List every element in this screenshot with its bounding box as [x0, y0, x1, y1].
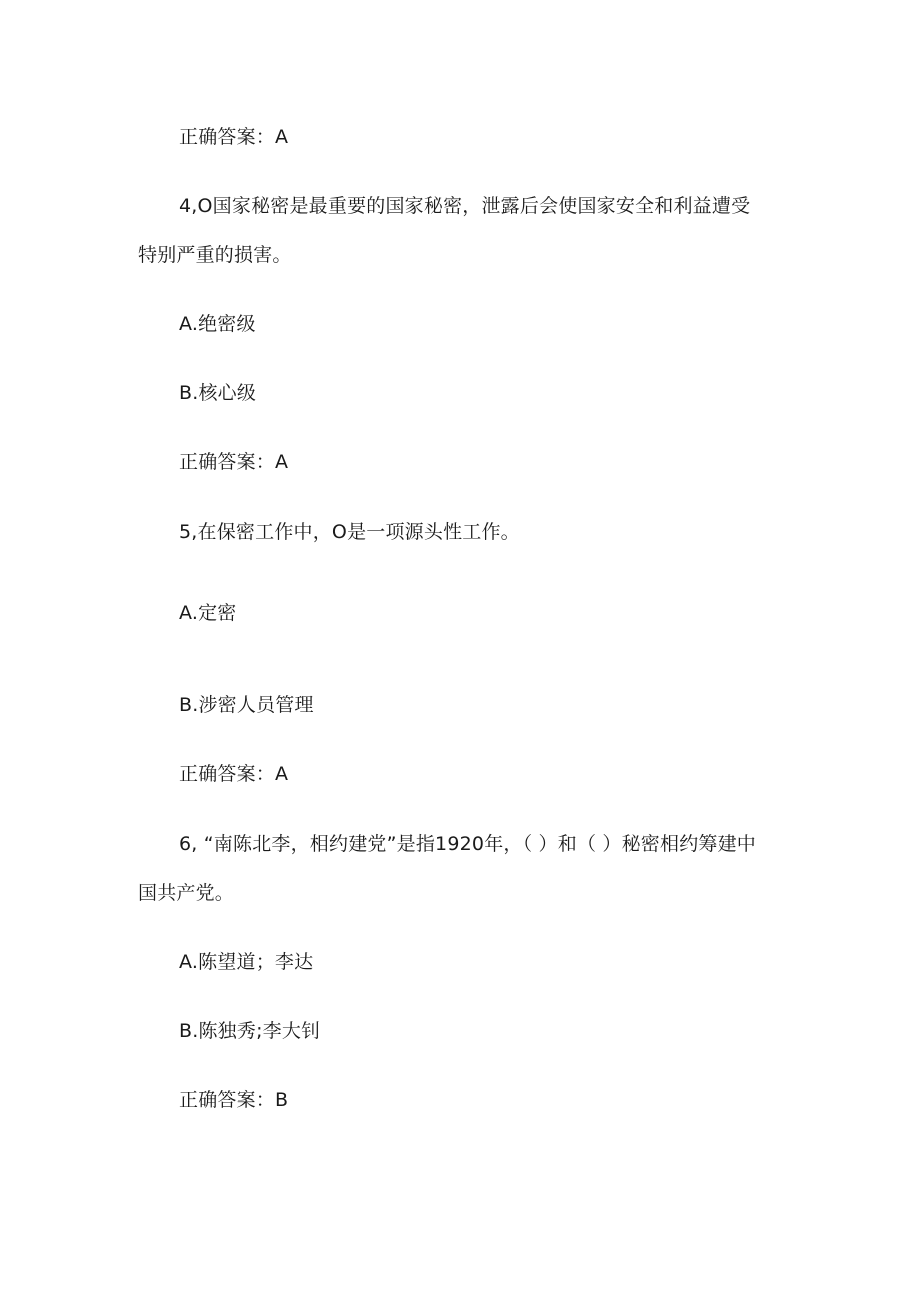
question-6-option-a: A.陈望道；李达: [179, 951, 314, 973]
question-6-text: 6, “南陈北李，相约建党”是指1920年，（ ）和（ ）秘密相约筹建中: [179, 833, 756, 855]
question-5-option-b: B.涉密人员管理: [179, 694, 314, 716]
question-4-answer: 正确答案：A: [179, 451, 289, 473]
question-4-text-continued: 特别严重的损害。: [138, 244, 292, 266]
question-6-option-b: B.陈独秀;李大钊: [179, 1020, 321, 1042]
question-4-option-a: A.绝密级: [179, 313, 256, 335]
answer-text: 正确答案：A: [179, 126, 289, 148]
question-6-text-continued: 国共产党。: [138, 882, 235, 904]
question-5-option-a: A.定密: [179, 602, 237, 624]
question-6-answer: 正确答案：B: [179, 1089, 289, 1111]
question-5-answer: 正确答案：A: [179, 763, 289, 785]
question-4-text: 4,O国家秘密是最重要的国家秘密，泄露后会使国家安全和利益遭受: [179, 195, 751, 217]
question-5-text: 5,在保密工作中，O是一项源头性工作。: [179, 521, 520, 543]
question-4-option-b: B.核心级: [179, 382, 257, 404]
